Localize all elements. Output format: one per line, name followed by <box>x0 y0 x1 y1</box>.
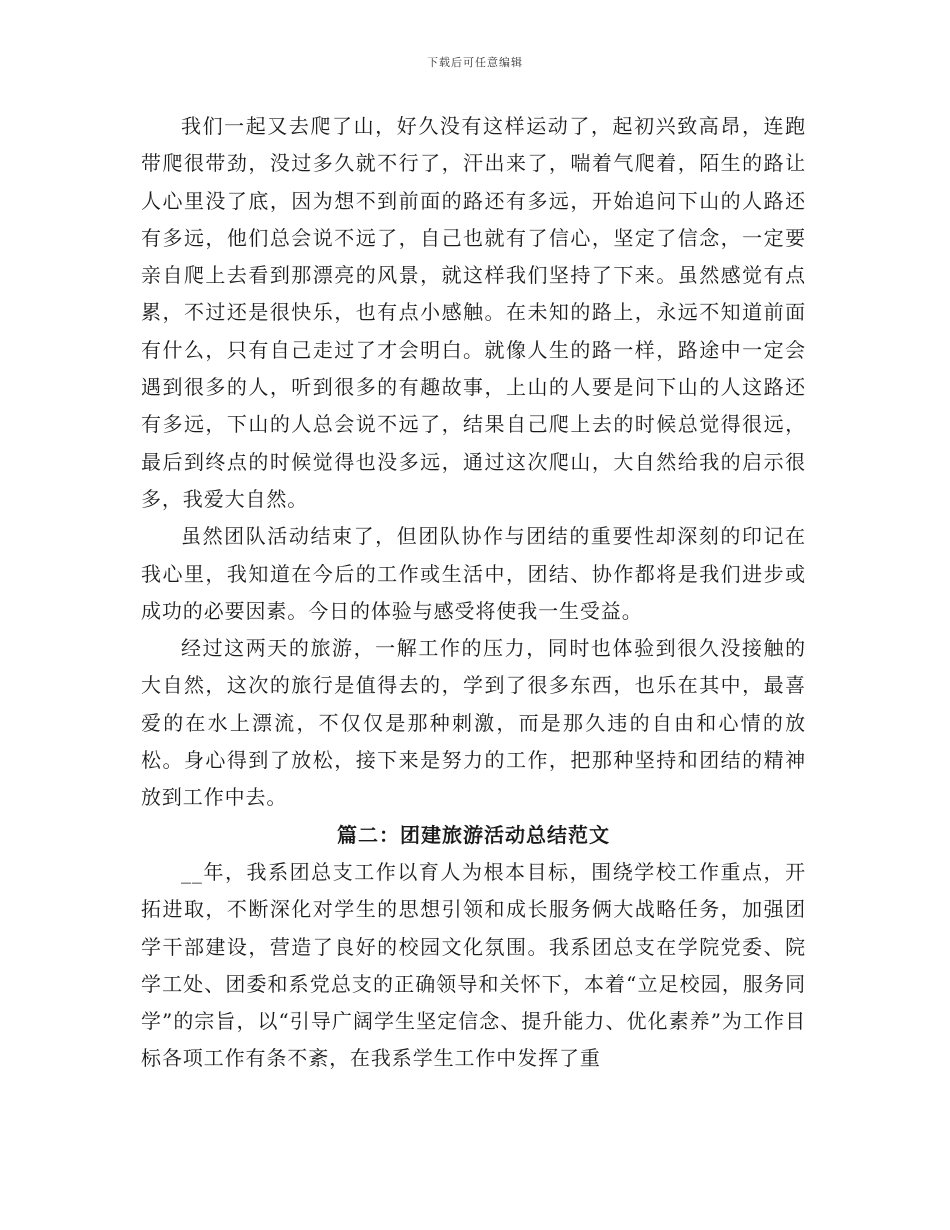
page-header: 下载后可任意编辑 <box>427 56 523 69</box>
paragraph-mountain-climb: 我们一起又去爬了山，好久没有这样运动了，起初兴致高昂，连跑带爬很带劲，没过多久就不行了，汗出来了，喘着气爬着，陌生的路让人心里没了底，因为想不到前面的路还有多远，开始追问下山的人路还有多远，他们总会说不远了，自己也就有了信心，坚定了信念，一定要亲自爬上去看到那漂亮的风景，就这样我们坚持了下来。虽然感觉有点累，不过还是很快乐，也有点小感触。在未知的路上，永远不知道前面有什么，只有自己走过了才会明白。就像人生的路一样，路途中一定会遇到很多的人，听到很多的有趣故事，上山的人要是问下山的人这路还有多远，下山的人总会说不远了，结果自己爬上去的时候总觉得很远，最后到终点的时候觉得也没多远，通过这次爬山，大自然给我的启示很多，我爱大自然。 <box>141 114 806 511</box>
paragraph-travel: 经过这两天的旅游，一解工作的压力，同时也体验到很久没接触的大自然，这次的旅行是值得去的，学到了很多东西，也乐在其中，最喜爱的在水上漂流，不仅仅是那种刺激，而是那久违的自由和心情的放松。身心得到了放松，接下来是努力的工作，把那种坚持和团结的精神放到工作中去。 <box>141 636 806 810</box>
document-body <box>141 108 806 1078</box>
section-title: 篇二：团建旅游活动总结范文 <box>337 822 610 847</box>
paragraph-teamwork: 虽然团队活动结束了，但团队协作与团结的重要性却深刻的印记在我心里，我知道在今后的工作或生活中，团结、协作都将是我们进步或成功的必要因素。今日的体验与感受将使我一生受益。 <box>141 524 806 623</box>
paragraph-league-work: __年，我系团总支工作以育人为根本目标，围绕学校工作重点，开拓进取，不断深化对学生的思想引领和成长服务俩大战略任务，加强团学干部建设，营造了良好的校园文化氛围。我系团总支在学院党委、院学工处、团委和系党总支的正确领导和关怀下，本着“立足校园，服务同学”的宗旨，以“引导广阔学生坚定信念、提升能力、优化素养”为工作目标各项工作有条不紊，在我系学生工作中发挥了重 <box>141 859 806 1071</box>
